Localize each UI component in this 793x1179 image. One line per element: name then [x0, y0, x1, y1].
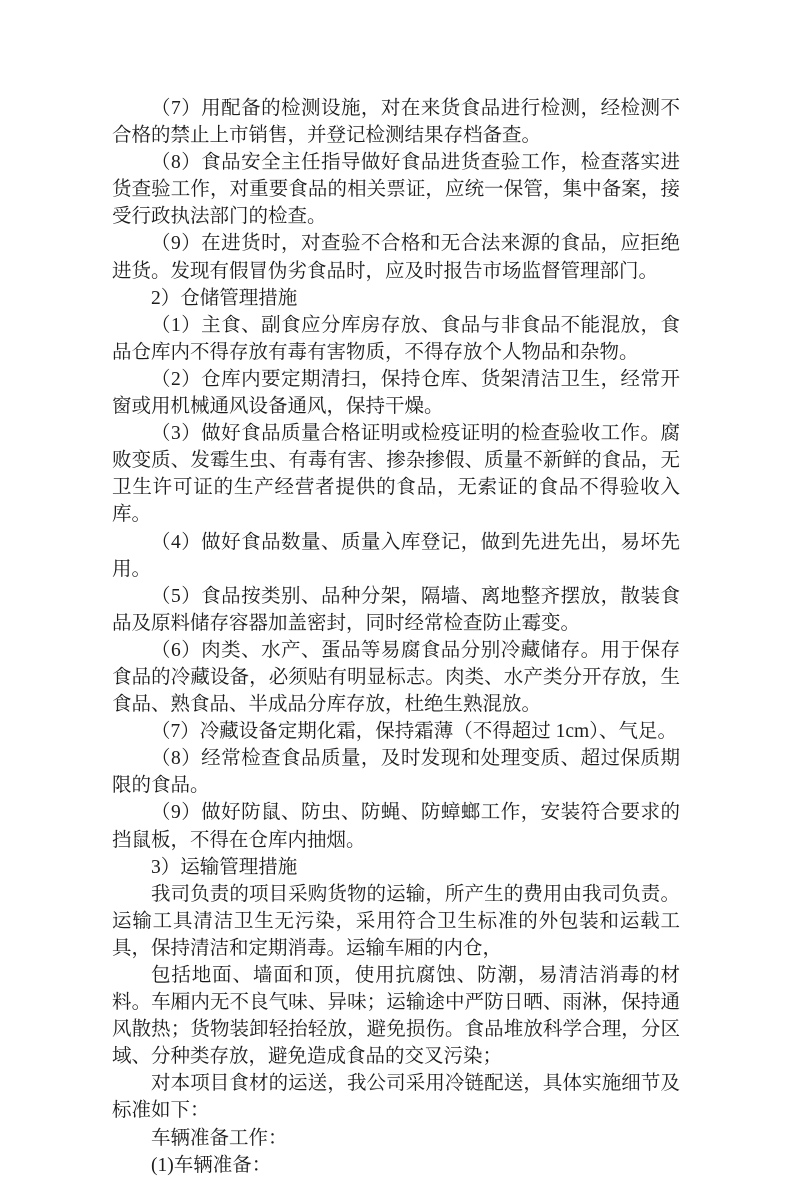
document-paragraph: （2）仓库内要定期清扫，保持仓库、货架清洁卫生，经常开窗或用机械通风设备通风，保持干燥。: [112, 368, 680, 418]
document-paragraph: 车辆准备工作：: [151, 1127, 288, 1149]
document-paragraph: （4）做好食品数量、质量入库登记，做到先进先出，易坏先用。: [112, 531, 680, 580]
document-paragraph: （5）食品按类别、品种分架，隔墙、离地整齐摆放，散装食品及原料储存容器加盖密封，同时经常检查防止霉变。: [112, 585, 680, 634]
document-paragraph: （3）做好食品质量合格证明或检疫证明的检查验收工作。腐败变质、发霉生虫、有毒有害、掺杂掺假、质量不新鲜的食品，无卫生许可证的生产经营者提供的食品，无索证的食品不得验收入库。: [112, 423, 680, 526]
document-paragraph: （9）在进货时，对查验不合格和无合法来源的食品，应拒绝进货。发现有假冒伪劣食品时，应及时报告市场监督管理部门。: [112, 233, 680, 282]
document-paragraph: （8）经常检查食品质量，及时发现和处理变质、超过保质期限的食品。: [112, 748, 680, 797]
document-paragraph: （8）食品安全主任指导做好食品进货查验工作，检查落实进货查验工作，对重要食品的相关票证，应统一保管，集中备案，接受行政执法部门的检查。: [112, 152, 680, 228]
document-paragraph: （7）用配备的检测设施，对在来货食品进行检测，经检测不合格的禁止上市销售，并登记检测结果存档备查。: [112, 98, 680, 147]
document-body: [112, 95, 680, 1179]
document-paragraph: （6）肉类、水产、蛋品等易腐食品分别冷藏储存。用于保存食品的冷藏设备，必须贴有明显标志。肉类、水产类分开存放，生食品、熟食品、半成品分库存放，杜绝生熟混放。: [112, 639, 680, 716]
section-heading-storage: 2）仓储管理措施: [151, 287, 298, 309]
document-paragraph: 对本项目食材的运送，我公司采用冷链配送，具体实施细节及标准如下：: [112, 1073, 680, 1122]
document-paragraph: （9）做好防鼠、防虫、防蝇、防蟑螂工作，安装符合要求的挡鼠板，不得在仓库内抽烟。: [112, 802, 680, 851]
document-paragraph: (1)车辆准备：: [151, 1154, 272, 1176]
document-paragraph: 包括地面、墙面和顶，使用抗腐蚀、防潮，易清洁消毒的材料。车厢内无不良气味、异味；运输途中严防日晒、雨淋，保持通风散热；货物装卸轻抬轻放，避免损伤。食品堆放科学合理，分区域、分种类存放，避免造成食品的交叉污染；: [112, 965, 680, 1068]
document-paragraph: 我司负责的项目采购货物的运输，所产生的费用由我司负责。运输工具清洁卫生无污染，采用符合卫生标准的外包装和运载工具，保持清洁和定期消毒。运输车厢的内仓，: [112, 883, 680, 959]
document-paragraph: （1）主食、副食应分库房存放、食品与非食品不能混放，食品仓库内不得存放有毒有害物质，不得存放个人物品和杂物。: [112, 314, 680, 363]
document-paragraph: （7）冷藏设备定期化霜，保持霜薄（不得超过 1cm）、气足。: [151, 721, 677, 743]
section-heading-transport: 3）运输管理措施: [151, 856, 298, 878]
